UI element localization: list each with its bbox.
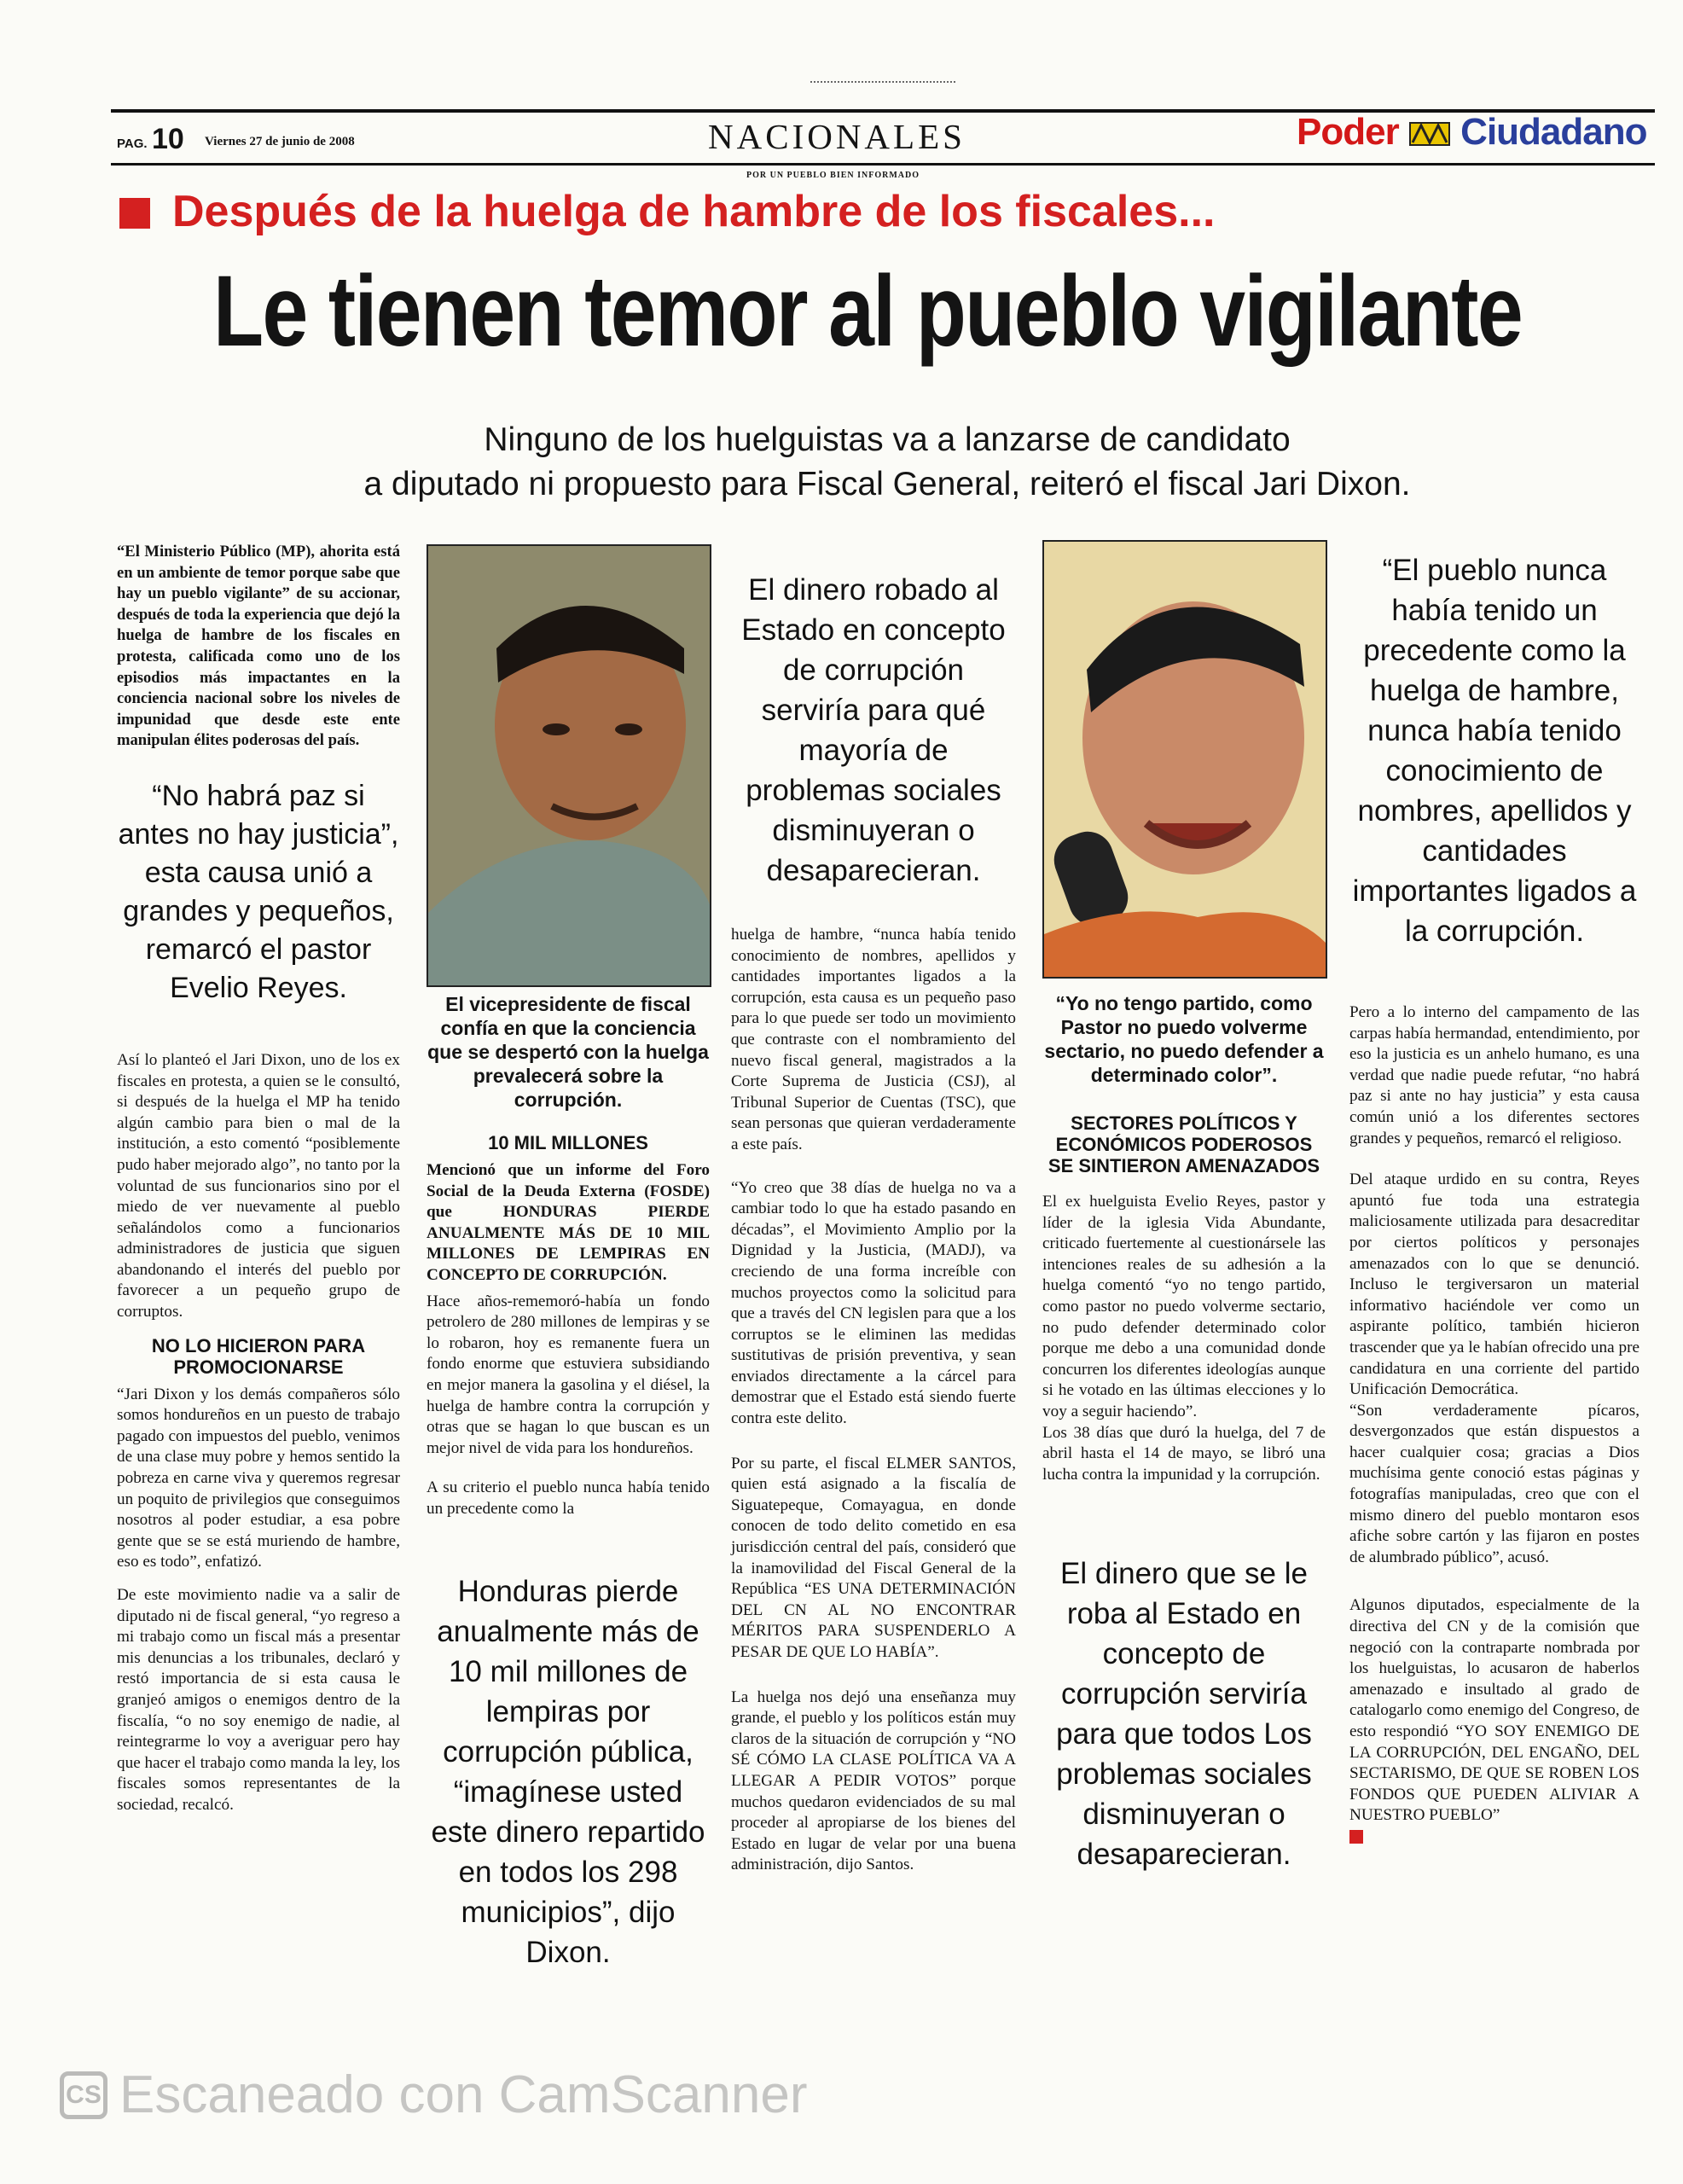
col2-paragraph-3: A su criterio el pueblo nunca había tenido un precedente como la <box>427 1478 710 1518</box>
camscanner-logo-icon: CS <box>60 2071 107 2119</box>
column-4 <box>1042 991 1326 1874</box>
page-date: Viernes 27 de junio de 2008 <box>205 135 355 148</box>
top-faint-text <box>810 81 955 88</box>
reyes-photo <box>1042 540 1327 979</box>
deck <box>222 418 1552 507</box>
brand-logo-left: Poder <box>1297 111 1399 153</box>
col3-pull-quote: El dinero robado al Estado en concepto de corrupción serviría para qué mayoría de problemas sociales disminuyeran o desaparecieran. <box>741 573 1006 887</box>
col5-paragraph-2: Del ataque urdido en su contra, Reyes apuntó fue toda una estrategia maliciosamente utilizada para desacreditar por ciertos políticos y personajes amenazados con lo que se denunció. Incluso le tergiversaron un material informativo haciéndole ver como un aspirante político, también hicieron trascender que ya le habían ofrecido una pre candidatura en una corriente del partido Unificación Democrática. <box>1349 1170 1639 1399</box>
brand-emblem-icon <box>1409 122 1450 146</box>
deck-line-1: Ninguno de los huelguistas va a lanzarse de candidato <box>484 421 1291 458</box>
col3-paragraph-2: “Yo creo que 38 días de huelga no va a cambiar todo lo que ha estado pasando en décadas”, el Movimiento Amplio por la Dignidad y la Justicia, (MADJ), va creciendo de una forma increíble con muchos proyectos como la solicitud para que a través del CN legislen para que a los corruptos se le eliminen las medidas sustitutivas de prisión preventiva, y sean enviados directamente a la cárcel para demostrar que el Estado está siendo fuerte contra este delito. <box>731 1178 1016 1428</box>
col2-pull-quote: Honduras pierde anualmente más de 10 mil millones de lempiras por corrupción pública, “imagínese usted este dinero repartido en todos los 298 municipios”, dijo Dixon. <box>431 1574 705 1969</box>
camscanner-watermark <box>60 2065 807 2126</box>
col3-paragraph-4: La huelga nos dejó una enseñanza muy grande, el pueblo y los políticos están muy claros de la situación de corrupción y “NO SÉ CÓMO LA CLASE POLÍTICA VA A LLEGAR A PEDIR VOTOS” porque muchos quedaron evidenciados de su mal proceder al apropiarse de los bienes del Estado en lugar de velar por una buena administración, dijo Santos. <box>731 1687 1016 1874</box>
reyes-portrait-icon <box>1044 542 1326 977</box>
dixon-portrait-icon <box>428 546 710 985</box>
col5-pull-quote: “El pueblo nunca había tenido un precedente como la huelga de hambre, nunca había tenido conocimiento de nombres, apellidos y cantidades importantes ligados a la corrupción. <box>1352 554 1637 948</box>
col1-pull-quote: “No habrá paz si antes no hay justicia”, esta causa unió a grandes y pequeños, remarcó el pastor Evelio Reyes. <box>118 779 399 1004</box>
kicker-text: Después de la huelga de hambre de los fiscales... <box>172 187 1216 236</box>
col2-paragraph-2: Hace años-rememoró-había un fondo petrolero de 280 millones de lempiras y se lo robaron, hoy es remanente fuera un fondo enorme que estuviera subsidiando en mejor manera la gasolina y el diésel, la huelga de hambre contra la corrupción y otras que se hagan lo que buscan es un mejor nivel de vida para los hondureños. <box>427 1292 710 1457</box>
header-bottom-rule <box>111 163 1655 166</box>
red-square-bullet-icon <box>119 198 150 229</box>
col2-subhead: 10 MIL MILLONES <box>488 1132 648 1153</box>
page-label: PAG. <box>117 136 148 151</box>
col2-paragraph-1: Mencionó que un informe del Foro Social de la Deuda Externa (FOSDE) que HONDURAS PIERDE ANUALMENTE MÁS DE 10 MIL MILLONES DE LEMPIRAS EN CONCEPTO DE CORRUPCIÓN. <box>427 1161 710 1284</box>
brand-logo-right: Ciudadano <box>1460 111 1647 153</box>
col1-paragraph-1: Así lo planteó el Jari Dixon, uno de los ex fiscales en protesta, a quien se le consultó, si después de la huelga el MP ha tenido algún cambio para bien o mal de la institución, a esto comentó “posiblemente pudo haber mejorado algo”, no tanto por la voluntad de sus funcionarios sino por el miedo de ver nuevamente al pueblo señalándolos como a funcionarios administradores de justicia que siguen abandonando el interés del pueblo por favorecer a un pequeño grupo de corruptos. <box>117 1050 400 1321</box>
deck-line-2: a diputado ni propuesto para Fiscal General, reiteró el fiscal Jari Dixon. <box>363 466 1411 502</box>
col5-paragraph-3: “Son verdaderamente pícaros, desvergonzados que están dispuestos a hacer cualquier cosa; gracias a Dios muchísima gente conoció estas páginas y fotografías manipuladas, creo que con el mismo dinero del pueblo montaron esos afiche sobre cartón y las fijaron en postes de alumbrado público”, acusó. <box>1349 1401 1639 1566</box>
column-2 <box>427 992 710 1972</box>
col1-intro: “El Ministerio Público (MP), ahorita está en un ambiente de temor porque sabe que hay un pueblo vigilante” de su accionar, después de toda la experiencia que dejó la huelga de hambre de los fiscales en protesta, calificada como uno de los episodios más impactantes en la conciencia nacional sobre los niveles de impunidad que desde este ente manipulan élites poderosas del país. <box>117 543 400 750</box>
col4-paragraph-2: Los 38 días que duró la huelga, del 7 de abril hasta el 14 de mayo, se libró una lucha contra la impunidad y la corrupción. <box>1042 1423 1326 1484</box>
masthead <box>0 0 1683 183</box>
col3-paragraph-3: Por su parte, el fiscal ELMER SANTOS, quien está asignado a la fiscalía de Siguatepeque, Comayagua, en donde conocen de todo delito cometido en esa jurisdicción central del país, consideró que la inamovilidad del Fiscal General de la República “ES UNA DETERMINACIÓN DEL CN AL NO ENCONTRAR MÉRITOS PARA SUSPENDERLO A PESAR DE QUE LO HABÍA”. <box>731 1454 1016 1661</box>
column-3 <box>731 570 1016 1876</box>
dixon-photo <box>427 544 711 987</box>
end-mark-icon <box>1349 1830 1363 1844</box>
col1-paragraph-2: “Jari Dixon y los demás compañeros sólo somos hondureños en un puesto de trabajo pagado con impuestos del pueblo, venimos de una clase muy pobre y hemos sentido la pobreza en carne viva y queremos regresar un poquito de privilegios que conseguimos nosotros al poder estudiar, a esa pobre gente que se se está muriendo de hambre, eso es todo”, enfatizó. <box>117 1385 400 1571</box>
column-1 <box>117 542 400 1816</box>
col5-paragraph-4: Algunos diputados, especialmente de la directiva del CN y de la comisión que negoció con la contraparte nombrada por los huelguistas, lo acusaron de haberlos amenazado e insultado al grado de catalogarlo como enemigo del Congreso, de esto respondió “YO SOY ENEMIGO DE LA CORRUPCIÓN, DEL ENGAÑO, DEL SECTARISMO, DE QUE SE ROBEN LOS FONDOS QUE PUEDEN ALIVIAR A NUESTRO PUEBLO” <box>1349 1596 1639 1825</box>
reyes-photo-caption: “Yo no tengo partido, como Pastor no puedo volverme sectario, no puedo defender a determinado color”. <box>1044 992 1324 1086</box>
col4-pull-quote: El dinero que se le roba al Estado en concepto de corrupción serviría para que todos Los problemas sociales disminuyeran o desaparecieran. <box>1056 1557 1312 1872</box>
col4-paragraph-1: El ex huelguista Evelio Reyes, pastor y líder de la iglesia Vida Abundante, criticado fuertemente al cuestionársele las intenciones reales de su adhesión a la huelga comentó “yo no tengo partido, como pastor no puedo volverme sectario, no pudo defender determinado color porque me debo a una comunidad donde concurren los diferentes ideologías aunque si he votado en las últimas elecciones y lo voy a seguir haciendo”. <box>1042 1193 1326 1420</box>
headline: Le tienen temor al pueblo vigilante <box>213 255 1523 368</box>
col3-paragraph-1: huelga de hambre, “nunca había tenido conocimiento de nombres, apellidos y cantidades importantes ligados a la corrupción, esta causa es un pequeño paso para lo que puede ser todo un movimiento que contraste con el nombramiento del nuevo fiscal general, magistrados a la Corte Suprema de Justicia (CSJ), al Tribunal Superior de Cuentas (TSC), que sean personas que quieran verdaderamente a este país. <box>731 926 1016 1153</box>
section-title: NACIONALES <box>708 117 966 156</box>
page-number: 10 <box>152 123 184 155</box>
dixon-photo-caption: El vicepresidente de fiscal confía en que la conciencia que se despertó con la huelga prevalecerá sobre la corrupción. <box>427 993 709 1111</box>
column-5 <box>1349 550 1639 1848</box>
col4-subhead: SECTORES POLÍTICOS Y ECONÓMICOS PODEROSOS SE SINTIERON AMENAZADOS <box>1048 1112 1320 1176</box>
watermark-text: Escaneado con CamScanner <box>119 2065 808 2124</box>
brand-logo <box>1297 111 1647 154</box>
col5-paragraph-1: Pero a lo interno del campamento de las carpas había hermandad, entendimiento, por eso la justicia es un anhelo humano, es una verdad que nadie puede refutar, “no habrá paz si ante no hay justicia” y esta causa común unió a los diferentes sectores grandes y pequeños, remarcó el religioso. <box>1349 1003 1639 1147</box>
col1-subhead: NO LO HICIERON PARA PROMOCIONARSE <box>151 1334 366 1378</box>
section-tagline: POR UN PUEBLO BIEN INFORMADO <box>746 171 920 180</box>
kicker <box>119 186 1655 237</box>
col1-paragraph-3: De este movimiento nadie va a salir de diputado ni de fiscal general, “yo regreso a mi trabajo como un fiscal más a presentar mis denuncias a los tribunales, declaró y restó importancia de si esta causa le granjeó amigos o enemigos dentro de la fiscalía, “o no soy enemigo de nadie, al reintegrarme lo voy a averiguar pero hay que hacer el trabajo como manda la ley, los fiscales somos representantes de la sociedad, recalcó. <box>117 1586 400 1814</box>
